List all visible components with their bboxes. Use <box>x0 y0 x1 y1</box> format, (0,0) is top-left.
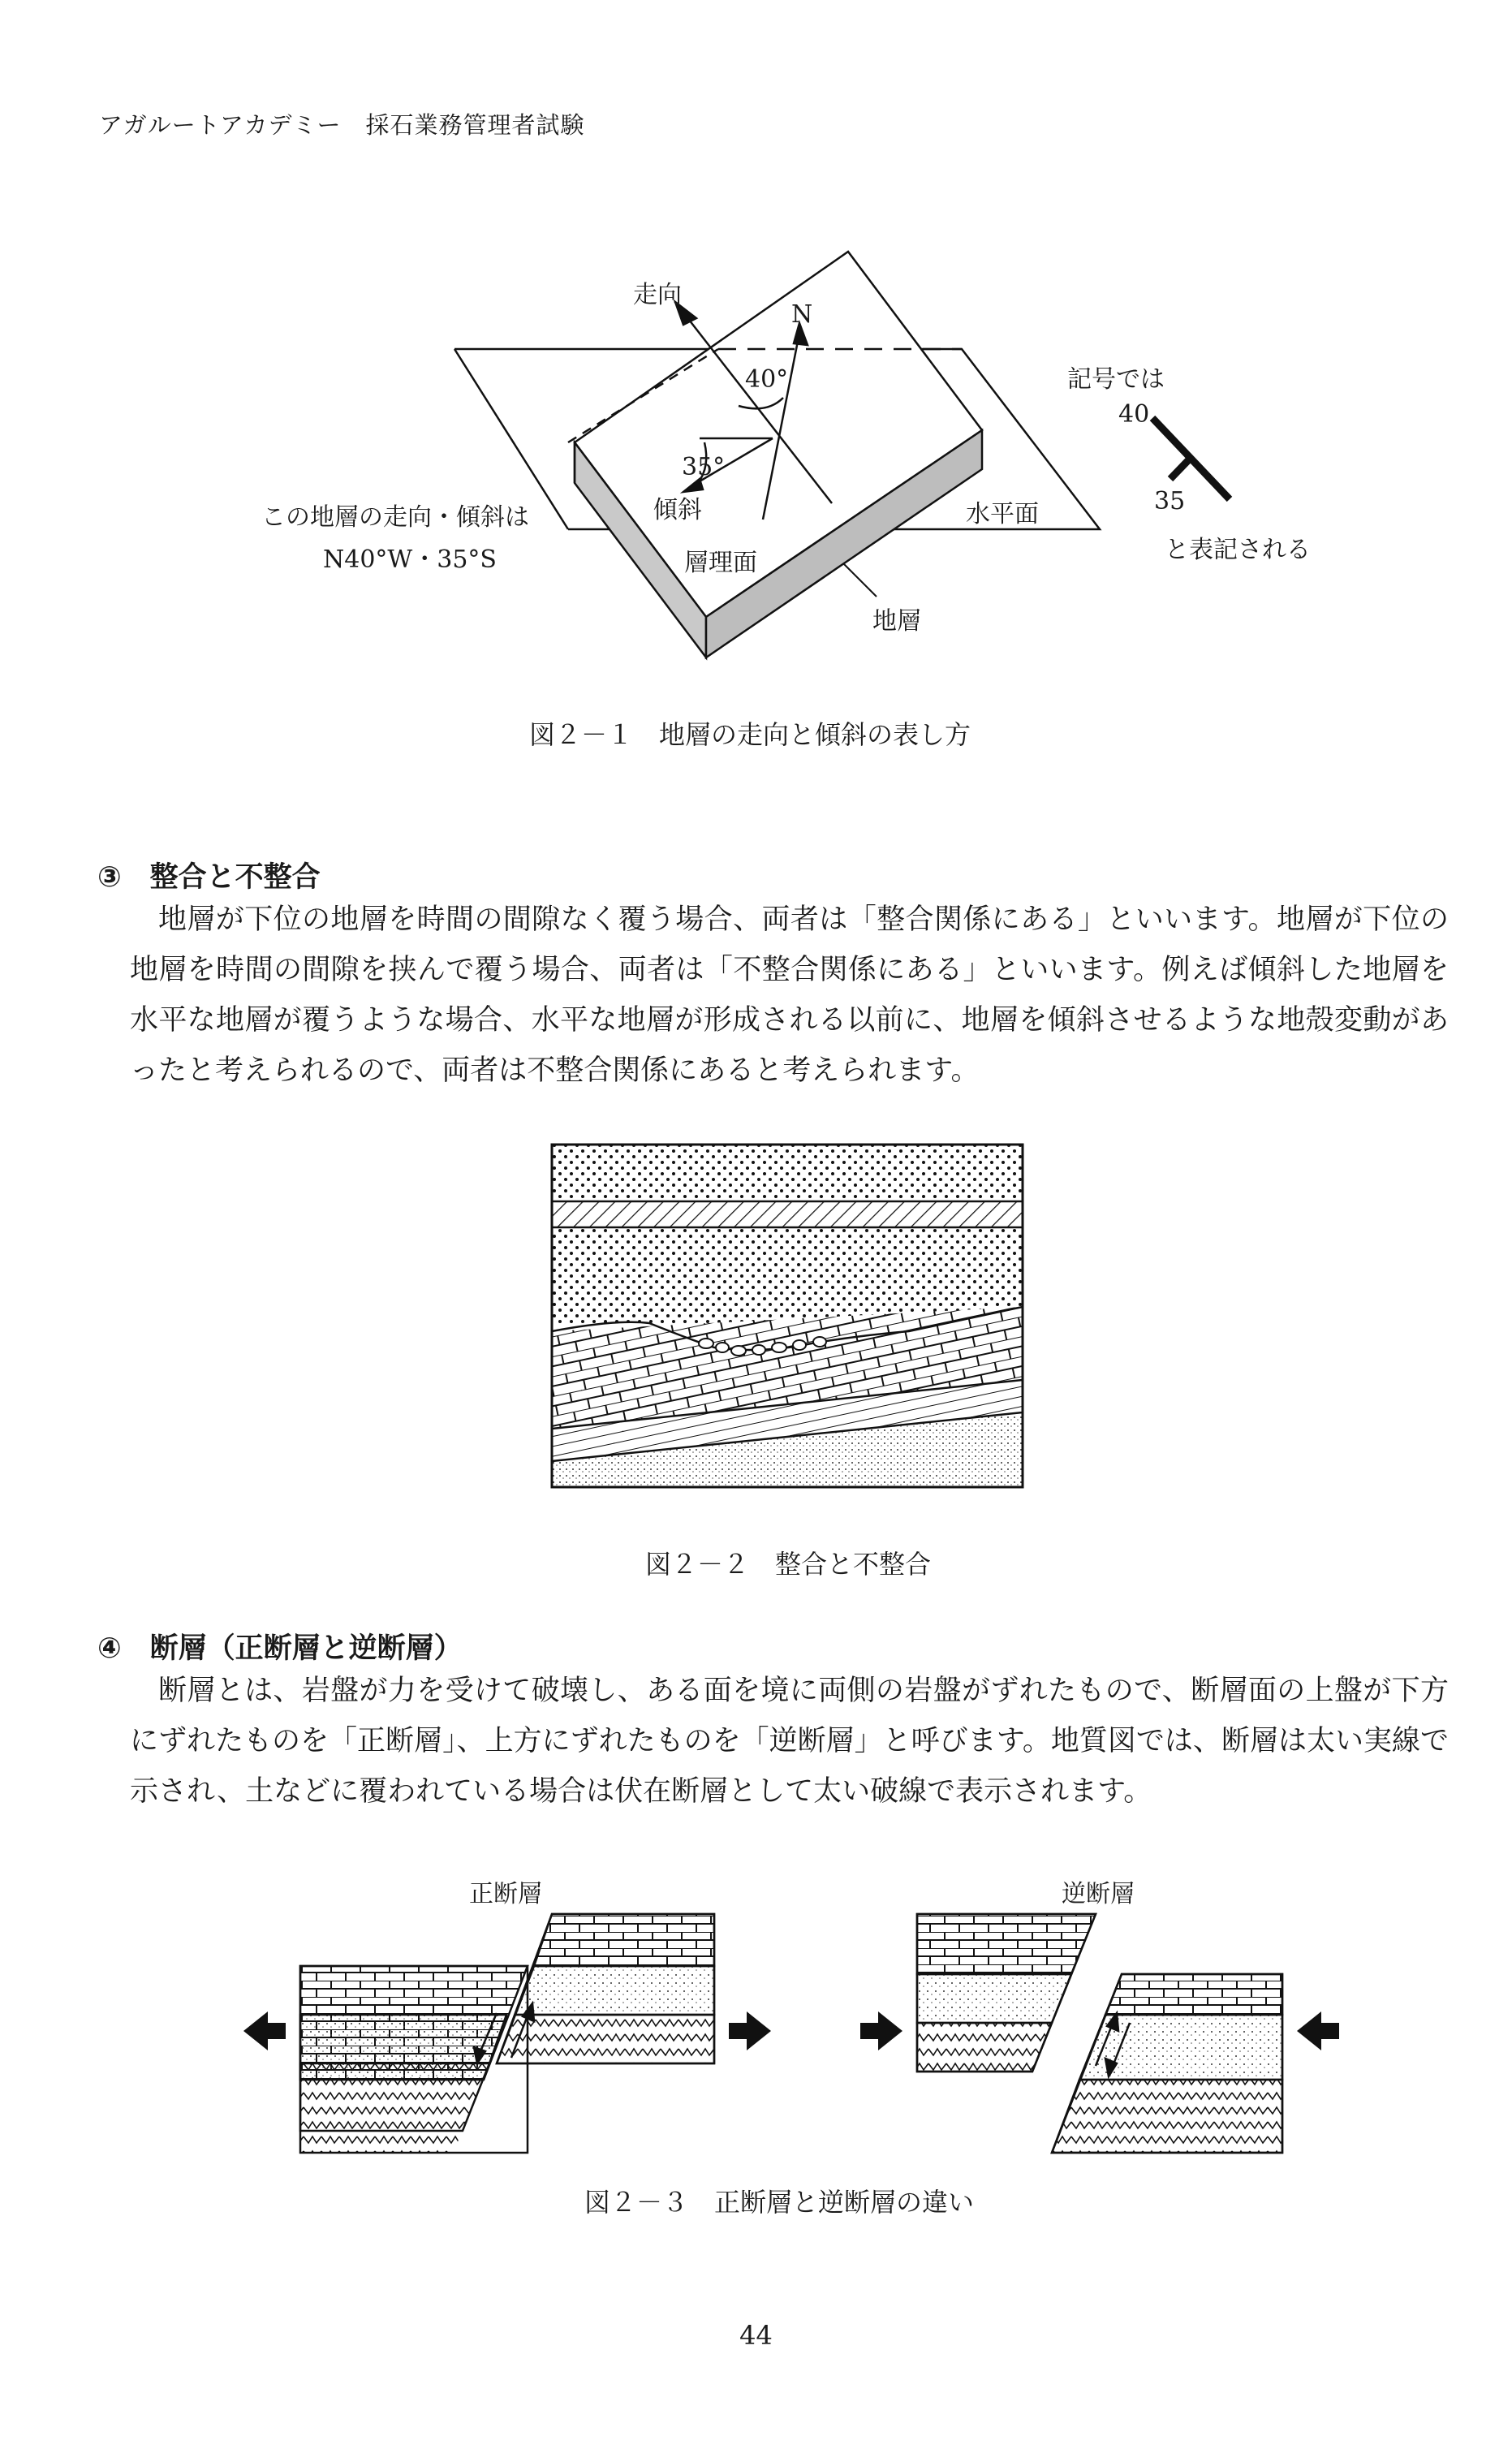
label-stratum: 地層 <box>872 607 921 636</box>
section4-heading: ④ 断層（正断層と逆断層） <box>97 1632 463 1665</box>
strike-dip-value: N40°W・35°S <box>323 545 497 574</box>
section4-paragraph: 断層とは、岩盤が力を受けて破壊し、ある面を境に両側の岩盤がずれたもので、断層面の上盤が下方にずれたものを「正断層」、上方にずれたものを「逆断層」と呼びます。地質図では、断層は太い実線で示され、土などに覆われている場合は伏在断層として太い破線で表示されます。 <box>130 1675 1449 1808</box>
label-bedding-plane: 層理面 <box>684 549 757 577</box>
figure1-caption: 図２－１ 地層の走向と傾斜の表し方 <box>529 719 971 750</box>
running-header: アガルートアカデミー 採石業務管理者試験 <box>99 111 585 139</box>
reverse-fault-title: 逆断層 <box>1062 1880 1135 1908</box>
label-symbol-intro: 記号では <box>1067 365 1165 394</box>
label-symbol-35: 35 <box>1154 487 1186 515</box>
label-north: N <box>791 300 813 329</box>
figure3-caption: 図２－３ 正断層と逆断層の違い <box>584 2187 975 2218</box>
figure2-caption: 図２－２ 整合と不整合 <box>645 1549 932 1580</box>
label-strike: 走向 <box>633 281 682 309</box>
section3-paragraph: 地層が下位の地層を時間の間隙なく覆う場合、両者は「整合関係にある」といいます。地層が下位の地層を時間の間隙を挟んで覆う場合、両者は「不整合関係にある」といいます。例えば傾斜した地層を水平な地層が覆うような場合、水平な地層が形成される以前に、地層を傾斜させるような地殻変動があったと考えられるので、両者は不整合関係にあると考えられます。 <box>130 903 1449 1087</box>
label-angle-40: 40° <box>745 365 789 394</box>
normal-fault-title: 正断層 <box>469 1880 542 1908</box>
label-angle-35: 35° <box>682 453 726 481</box>
label-symbol-40: 40 <box>1118 400 1150 429</box>
section3-heading: ③ 整合と不整合 <box>97 861 321 894</box>
label-horizontal-plane: 水平面 <box>966 500 1039 528</box>
label-symbol-outro: と表記される <box>1165 536 1311 564</box>
strike-dip-description: この地層の走向・傾斜は <box>261 503 529 532</box>
label-dip: 傾斜 <box>653 496 702 524</box>
page-number: 44 <box>739 2320 773 2351</box>
